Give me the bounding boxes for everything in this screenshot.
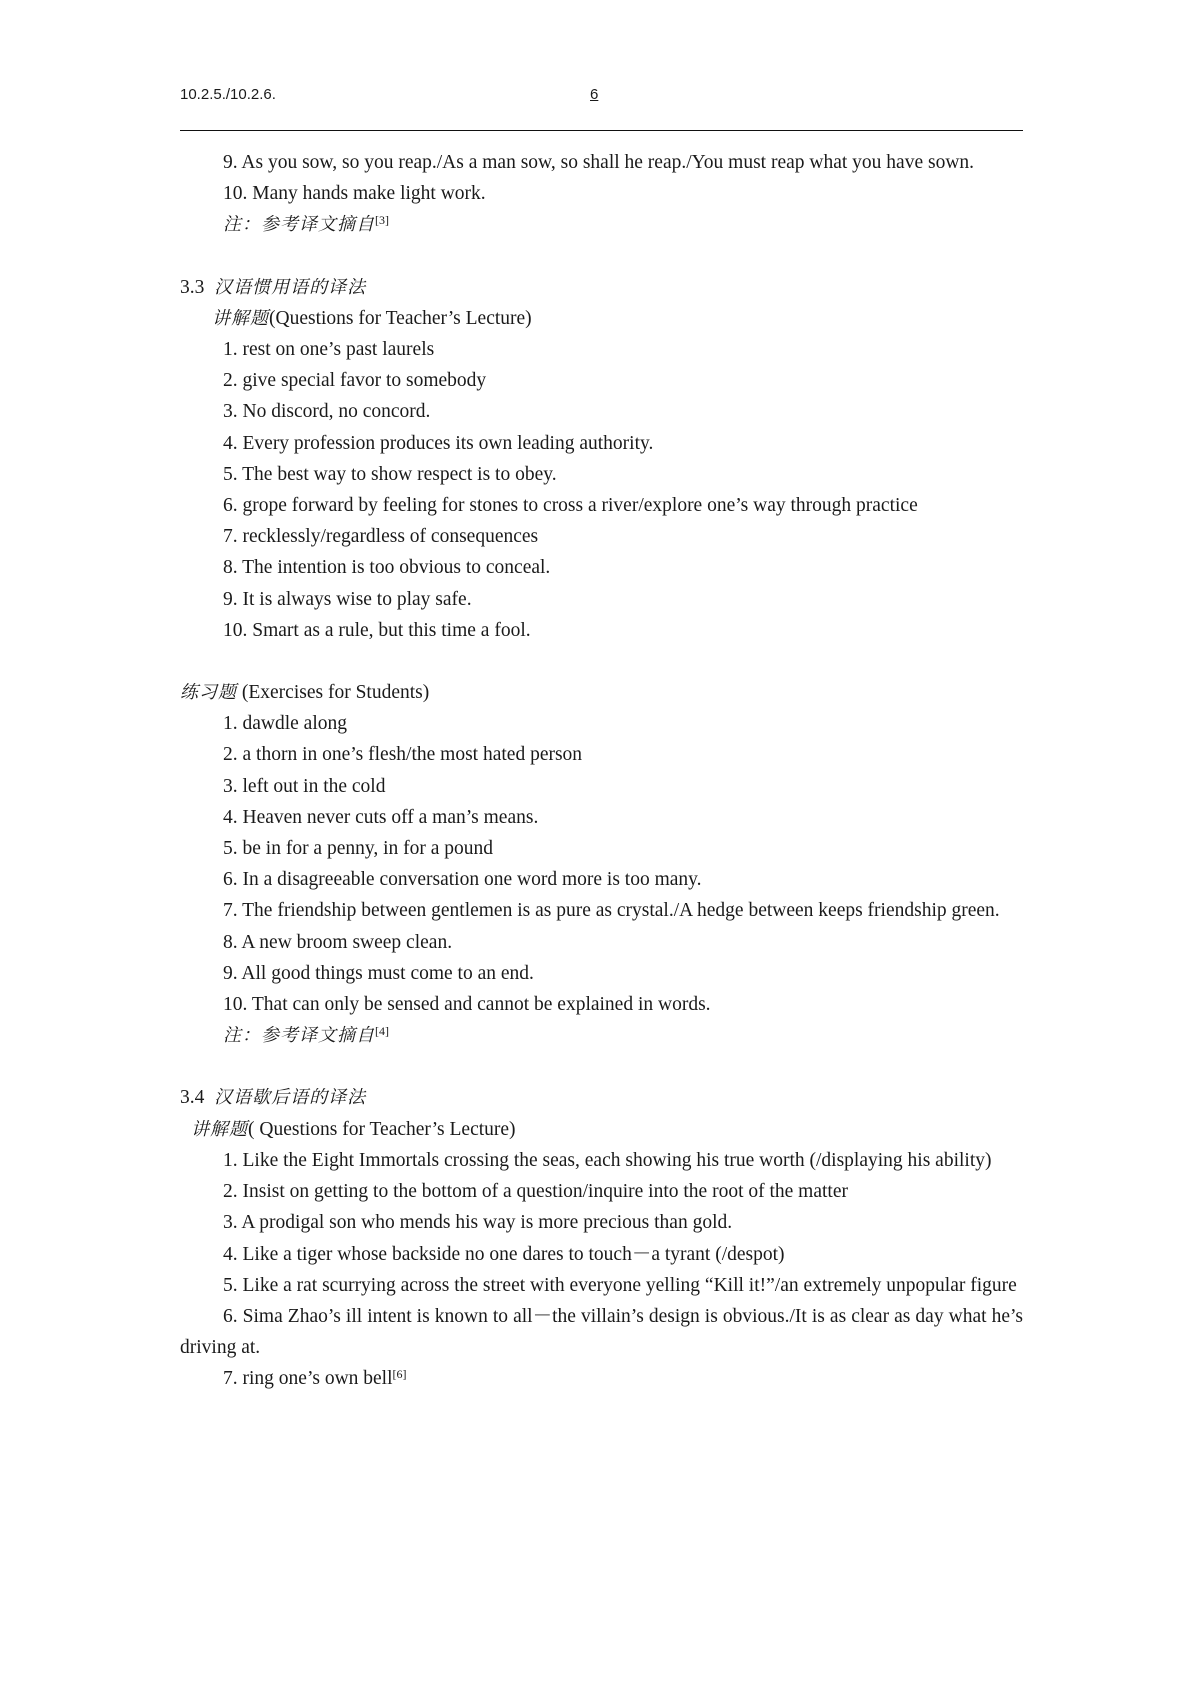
section-heading [180, 1082, 1023, 1113]
list-item: 10. Smart as a rule, but this time a fool. [223, 619, 531, 641]
list-item: 5. be in for a penny, in for a pound [223, 838, 494, 860]
lecture-list [180, 334, 1023, 646]
list-item: 8. The intention is too obvious to conceal. [223, 557, 551, 579]
list-item: 8. A new broom sweep clean. [223, 931, 453, 953]
list-item: 9. All good things must come to an end. [223, 962, 534, 984]
list-item: 4. Heaven never cuts off a man’s means. [223, 806, 539, 828]
section-title: 汉语歇后语的译法 [214, 1087, 367, 1109]
citation: [6] [392, 1367, 407, 1382]
list-item: 5. The best way to show respect is to obey. [223, 463, 557, 485]
list-item: 6. Sima Zhao’s ill intent is known to all－the villain’s design is obvious./It is as clear as day what he’s driving at. [180, 1305, 1023, 1359]
section-title: 汉语惯用语的译法 [214, 276, 367, 298]
exercise-list [180, 708, 1023, 1020]
list-item: 1. dawdle along [223, 713, 348, 735]
page-body [180, 147, 1023, 1395]
citation: [4] [375, 1024, 389, 1039]
section-number: 3.4 [180, 1087, 205, 1109]
subheading-lecture: 讲解题( Questions for Teacher’s Lecture) [191, 1118, 516, 1140]
list-item: 2. Insist on getting to the bottom of a question/inquire into the root of the matter [223, 1181, 848, 1203]
section-number: 3.3 [180, 276, 205, 298]
reference-note [180, 209, 1023, 240]
list-item: 4. Every profession produces its own leading authority. [223, 432, 654, 454]
note-label: 注：参考译文摘自 [223, 214, 375, 236]
list-item: 10. That can only be sensed and cannot be explained in words. [223, 994, 711, 1016]
reference-note [180, 1020, 1023, 1051]
subheading-exercises: 练习题 (Exercises for Students) [180, 682, 430, 704]
list-item: 3. left out in the cold [223, 775, 386, 797]
list-item: 2. a thorn in one’s flesh/the most hated person [223, 744, 583, 766]
list-item: 5. Like a rat scurrying across the street with everyone yelling “Kill it!”/an extremely unpopular figure [223, 1274, 1017, 1296]
list-item: 7. recklessly/regardless of consequences [223, 526, 539, 548]
list-item: 7. The friendship between gentlemen is as pure as crystal./A hedge between keeps friendship green. [223, 900, 1000, 922]
list-item: 3. A prodigal son who mends his way is more precious than gold. [223, 1212, 733, 1234]
section-heading [180, 272, 1023, 303]
page-number: 6 [590, 86, 599, 103]
list-item: 2. give special favor to somebody [223, 370, 487, 392]
list-item: 3. No discord, no concord. [223, 401, 431, 423]
list-item: 4. Like a tiger whose backside no one dares to touch－a tyrant (/despot) [223, 1243, 785, 1265]
list-item: 9. As you sow, so you reap./As a man sow, so shall he reap./You must reap what you have sown. [223, 152, 975, 173]
citation: [3] [375, 213, 389, 228]
lecture-list [180, 1145, 1023, 1395]
list-item: 10. Many hands make light work. [223, 183, 486, 205]
list-item: 1. rest on one’s past laurels [223, 339, 435, 361]
list-item: 7. ring one’s own bell[6] [223, 1367, 407, 1390]
page-header [180, 84, 1023, 131]
note-label: 注：参考译文摘自 [223, 1025, 375, 1047]
header-section-ref: 10.2.5./10.2.6. [180, 86, 276, 103]
list-item: 6. grope forward by feeling for stones to cross a river/explore one’s way through practice [223, 495, 918, 517]
list-item: 6. In a disagreeable conversation one word more is too many. [223, 869, 702, 891]
list-item: 1. Like the Eight Immortals crossing the seas, each showing his true worth (/displaying his ability) [223, 1149, 992, 1171]
subheading-lecture: 讲解题(Questions for Teacher’s Lecture) [212, 307, 532, 329]
list-item: 9. It is always wise to play safe. [223, 588, 472, 610]
